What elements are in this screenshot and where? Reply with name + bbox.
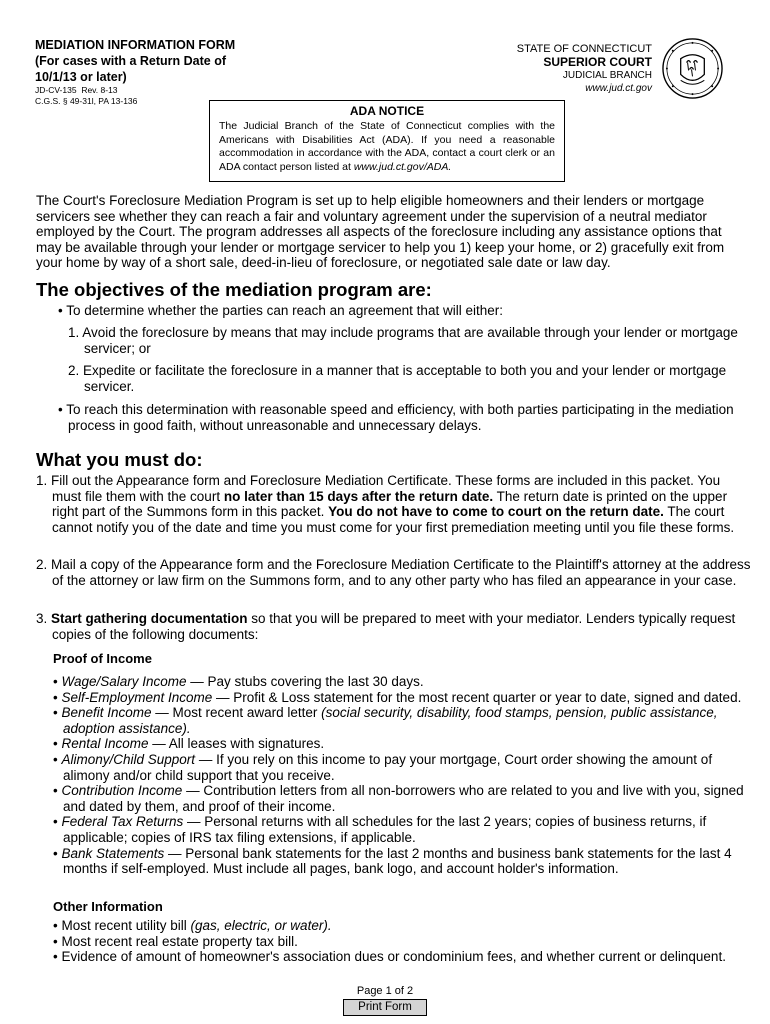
list-item: • Rental Income — All leases with signatures. (53, 736, 325, 752)
objective-item (68, 363, 748, 394)
item-text: — If you rely on this income to pay your mortgage, Court order showing the amount of alimony and/or child support that you receive. (63, 751, 713, 783)
form-statutes: C.G.S. § 49-31l, PA 13-136 (35, 96, 138, 106)
list-item: • Most recent real estate property tax bill. (53, 933, 298, 949)
other-information-list (53, 918, 751, 965)
step-3 (36, 611, 751, 642)
step-3-emphasis: Start gathering documentation (51, 611, 248, 626)
ada-link[interactable]: www.jud.ct.gov/ADA. (353, 160, 452, 173)
objective-bullet-text: • To reach this determination with reasonable speed and efficiency, with both parties participating in the mediation process in good faith, without unreasonable and unnecessary delays. (58, 402, 734, 433)
item-label: Contribution Income (61, 783, 183, 799)
item-text: — Contribution letters from all non-borrowers who are related to you and live with you, signed and dated by them, and proof of their income. (63, 783, 744, 814)
ada-notice-text (219, 120, 555, 174)
step-3-text: so that you will be prepared to meet with your mediator. Lenders typically request copies of the following documents: (52, 611, 736, 642)
proof-of-income-list (53, 674, 751, 877)
item-text: Most recent utility bill (61, 918, 191, 933)
court-block (517, 43, 652, 95)
item-label: Benefit Income (61, 705, 152, 721)
form-title-line: (For cases with a Return Date of (35, 54, 227, 68)
state-seal-icon (661, 37, 724, 100)
item-label: Self-Employment Income (61, 689, 213, 705)
court-website: www.jud.ct.gov (585, 83, 652, 94)
form-title-line: 10/1/13 or later) (35, 70, 127, 84)
intro-paragraph: The Court's Foreclosure Mediation Program is set up to help eligible homeowners and their lenders or mortgage servicers see whether they can reach a fair and voluntary agreement under the supervision of a neutral mediator employed by the Court. The program addresses all aspects of the foreclosure including any assistance options that may be available through your lender or mortgage servicer to help you 1) keep your home, or 2) gracefully exit from your home by way of a short sale, deed-in-lieu of foreclosure, or negotiated sale date or law day. (36, 193, 725, 271)
step-1-text: The return date is printed on the upper right part of the Summons form in this packet. (52, 488, 728, 520)
list-item: • Evidence of amount of homeowner's association dues or condominium fees, and whether current or delinquent. (53, 949, 726, 965)
objective-bullet (58, 303, 748, 319)
form-meta (35, 85, 137, 107)
item-text: — Personal returns with all schedules for the last 2 years; copies of business returns, if applicable; copies of IRS tax filing extensions, if applicable. (63, 814, 707, 845)
other-information-title: Other Information (53, 899, 163, 914)
item-text: — Profit & Loss statement for the most recent quarter or year to date, signed and dated. (212, 689, 742, 705)
court-name: SUPERIOR COURT (543, 55, 652, 69)
objective-item-text: 1. Avoid the foreclosure by means that may include programs that are available through your lender or mortgage servicer; or (68, 325, 738, 356)
list-item: • Alimony/Child Support — If you rely on this income to pay your mortgage, Court order showing the amount of alimony and/or child support that you receive. (53, 751, 713, 783)
list-item: • Contribution Income — Contribution letters from all non-borrowers who are related to you and live with you, signed and dated by them, and proof of their income. (53, 783, 744, 814)
item-label: Bank Statements (61, 845, 165, 861)
item-label: Federal Tax Returns (61, 814, 184, 830)
item-text: — All leases with signatures. (148, 736, 325, 752)
objective-item-text: 2. Expedite or facilitate the foreclosure in a manner that is acceptable to both you and your lender or mortgage servicer. (68, 363, 727, 394)
page-number: Page 1 of 2 (356, 985, 414, 997)
proof-of-income-title: Proof of Income (53, 651, 152, 666)
step-1-text: The court cannot notify you of the date and time you must come for your first premediation meeting until you file these forms. (52, 504, 735, 535)
ada-notice-body: The Judicial Branch of the State of Connecticut complies with the Americans with Disabilities Act (ADA). If you need a reasonable accommodation in accordance with the ADA, contact a court clerk or an ADA contact person listed at (219, 120, 555, 173)
ada-notice-box (209, 100, 565, 182)
list-item: • Wage/Salary Income — Pay stubs covering the last 30 days. (53, 674, 424, 689)
item-text: Evidence of amount of homeowner's association dues or condominium fees, and whether current or delinquent. (61, 949, 726, 965)
print-form-button[interactable]: Print Form (343, 999, 427, 1016)
item-text: Most recent real estate property tax bill. (61, 933, 298, 949)
step-1-notice: You do not have to come to court on the return date. (328, 504, 664, 520)
step-3-number: 3. (36, 611, 52, 626)
list-item: • Most recent utility bill (gas, electric, or water). (53, 918, 332, 933)
list-item: • Self-Employment Income — Profit & Loss statement for the most recent quarter or year to date, signed and dated. (53, 689, 742, 705)
item-extra: (social security, disability, food stamps, pension, public assistance, adoption assistance). (63, 705, 718, 736)
form-revision: Rev. 8-13 (81, 85, 118, 95)
list-item: • Bank Statements — Personal bank statements for the last 2 months and business bank statements for the last 4 months if self-employed. Must include all pages, bank logo, and account holder's information. (53, 845, 732, 877)
form-number: JD-CV-135 (35, 85, 77, 95)
item-extra: (gas, electric, or water). (190, 918, 332, 933)
branch-name: JUDICIAL BRANCH (562, 70, 652, 81)
must-do-heading: What you must do: (36, 449, 203, 470)
state-name: STATE OF CONNECTICUT (516, 43, 652, 55)
step-1-text: 1. Fill out the Appearance form and Foreclosure Mediation Certificate. These forms are included in this packet. You must file them with the court (36, 473, 721, 504)
ada-notice-title: ADA NOTICE (349, 104, 425, 118)
objective-bullet-text: • To determine whether the parties can reach an agreement that will either: (58, 303, 503, 318)
step-1-deadline: no later than 15 days after the return date. (223, 488, 494, 504)
objective-item (68, 325, 748, 356)
item-text: — Personal bank statements for the last 2 months and business bank statements for the last 4 months if self-employed. Must include all pages, bank logo, and account holder's information. (63, 845, 732, 877)
item-label: Wage/Salary Income (61, 674, 187, 689)
objectives-heading: The objectives of the mediation program are: (36, 279, 432, 300)
list-item: • Federal Tax Returns — Personal returns with all schedules for the last 2 years; copies of business returns, if applicable; copies of IRS tax filing extensions, if applicable. (53, 814, 707, 845)
item-label: Rental Income (61, 736, 149, 752)
step-2 (36, 557, 751, 588)
item-text: — Most recent award letter (151, 705, 322, 721)
objective-bullet (58, 402, 748, 433)
item-label: Alimony/Child Support (61, 751, 196, 767)
form-title-line: MEDIATION INFORMATION FORM (35, 38, 236, 52)
form-title (35, 37, 305, 85)
step-1 (36, 473, 751, 535)
list-item: • Benefit Income — Most recent award letter (social security, disability, food stamps, pension, public assistance, adoption assistance). (53, 705, 718, 736)
step-2-text: 2. Mail a copy of the Appearance form and the Foreclosure Mediation Certificate to the Plaintiff's attorney at the address of the attorney or law firm on the Summons form, and to any other party who has filed an appearance in your case. (36, 557, 751, 588)
item-text: — Pay stubs covering the last 30 days. (186, 674, 424, 689)
